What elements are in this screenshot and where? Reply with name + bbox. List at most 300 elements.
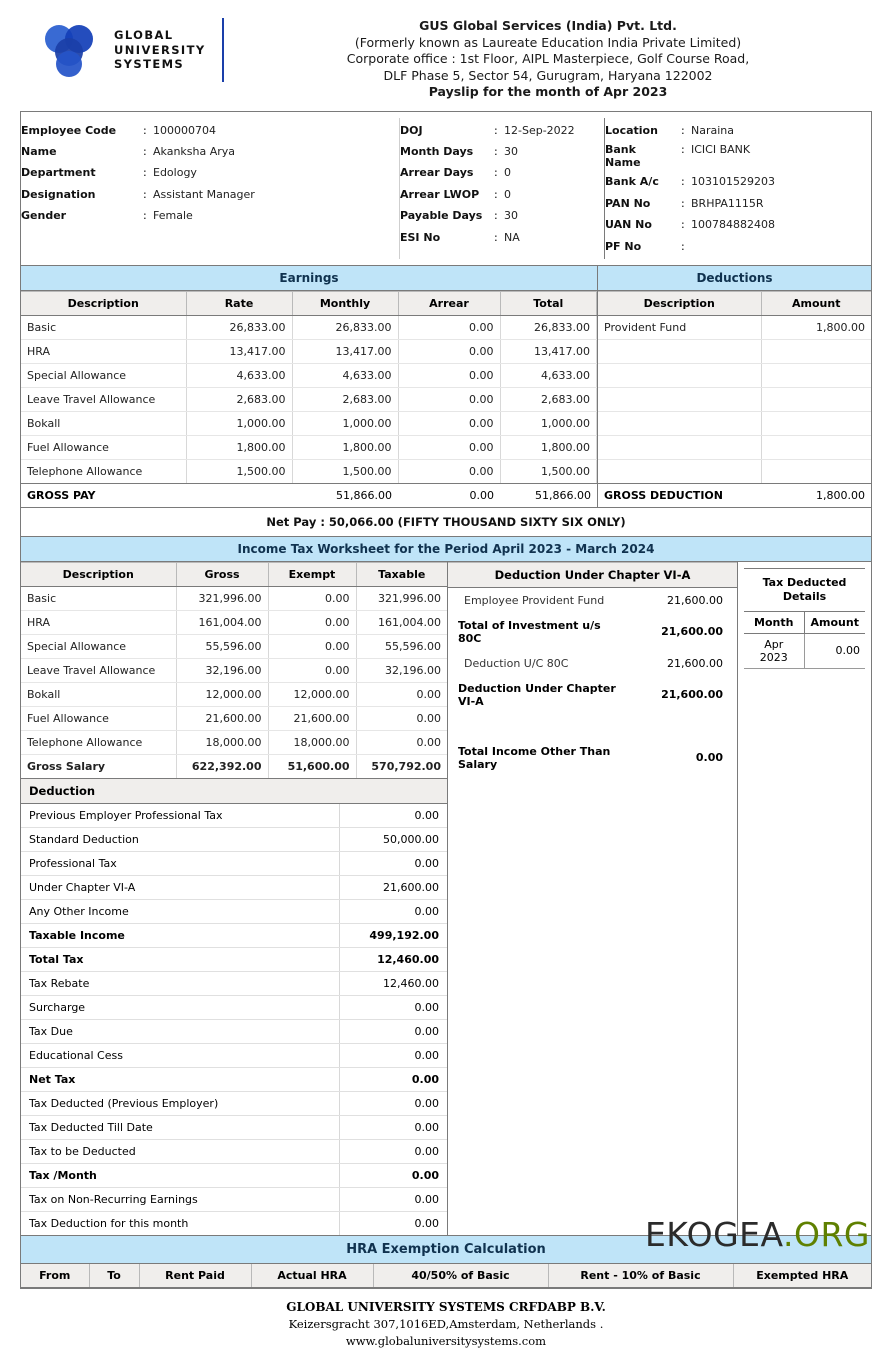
ded-label: Surcharge: [21, 995, 339, 1019]
itx-gross: 32,196.00: [176, 658, 268, 682]
watermark-tld: .ORG: [783, 1215, 870, 1254]
earnings-monthly: 1,500.00: [292, 459, 398, 483]
label-month-days: Month Days: [400, 144, 474, 158]
ekogea-watermark: [645, 1215, 870, 1254]
itx-desc: Special Allowance: [21, 634, 176, 658]
chap-value: 21,600.00: [661, 688, 723, 702]
hra-header-exempted-hra: Exempted HRA: [733, 1264, 871, 1288]
gross-deduction-amount: 1,800.00: [816, 488, 865, 502]
income-tax-header-exempt: Exempt: [268, 562, 356, 586]
label-designation: Designation: [21, 187, 96, 201]
table-row: [21, 586, 447, 610]
sep: :: [143, 144, 147, 158]
value-name: Akanksha Arya: [153, 144, 236, 158]
deductions-header-amount: Amount: [761, 291, 871, 315]
table-row: [21, 827, 447, 851]
ded-label: Tax Deducted Till Date: [21, 1115, 339, 1139]
ded-label: Tax on Non-Recurring Earnings: [21, 1187, 339, 1211]
itx-desc: HRA: [21, 610, 176, 634]
field-arrear-days: [400, 162, 604, 183]
sep: :: [143, 209, 147, 223]
ded-value: 50,000.00: [339, 827, 447, 851]
ded-label: Taxable Income: [21, 923, 339, 947]
gross-totals-row: [21, 483, 871, 508]
earnings-monthly: 2,683.00: [292, 387, 398, 411]
deductions-rows: [598, 315, 871, 483]
earnings-deductions-tables: [21, 291, 871, 483]
ded-label: Previous Employer Professional Tax: [21, 804, 339, 828]
brand-divider: [222, 18, 224, 82]
field-payable-days: [400, 205, 604, 226]
gross-salary-exempt: 51,600.00: [268, 754, 356, 778]
deduction-detail-table: [21, 804, 447, 1235]
field-designation: [21, 184, 399, 205]
ded-value: 0.00: [339, 1067, 447, 1091]
label-employee-code: Employee Code: [21, 123, 117, 137]
ded-label: Any Other Income: [21, 899, 339, 923]
table-row-empty: [598, 387, 871, 411]
employee-info-column-bank: [604, 118, 871, 259]
itx-gross: 21,600.00: [176, 706, 268, 730]
company-address-line-1: Corporate office : 1st Floor, AIPL Masterpiece, Golf Course Road,: [346, 51, 750, 66]
earnings-arrear: 0.00: [398, 363, 500, 387]
sep: :: [494, 230, 498, 244]
deductions-table: [598, 291, 871, 483]
tax-deducted-header-row: [744, 612, 865, 634]
value-department: Edology: [153, 166, 197, 180]
table-row: [21, 682, 447, 706]
sep: :: [494, 166, 498, 180]
table-row: [21, 851, 447, 875]
sep: :: [143, 123, 147, 137]
sep: :: [681, 239, 685, 253]
gross-pay-group: [21, 484, 598, 507]
table-row: [448, 651, 737, 676]
value-esi-no: NA: [504, 230, 520, 244]
footer-entity-name: GLOBAL UNIVERSITY SYSTEMS CRFDABP B.V.: [286, 1299, 606, 1314]
itx-taxable: 55,596.00: [356, 634, 447, 658]
table-row: [21, 1067, 447, 1091]
earnings-monthly: 4,633.00: [292, 363, 398, 387]
itx-taxable: 32,196.00: [356, 658, 447, 682]
earnings-rate: 2,683.00: [186, 387, 292, 411]
label-bank-account: Bank A/c: [605, 175, 659, 189]
income-tax-left-column: [21, 562, 448, 1235]
value-doj: 12-Sep-2022: [504, 123, 575, 137]
gross-pay-rate: [186, 484, 292, 507]
earnings-desc: Fuel Allowance: [21, 435, 186, 459]
earnings-total: 1,800.00: [500, 435, 597, 459]
gross-salary-label: Gross Salary: [21, 754, 176, 778]
ded-value: 0.00: [339, 851, 447, 875]
footer-address: Keizersgracht 307,1016ED,Amsterdam, Netherlands .: [288, 1317, 604, 1332]
field-arrear-lwop: [400, 184, 604, 205]
table-row: [21, 899, 447, 923]
ded-label: Professional Tax: [21, 851, 339, 875]
ded-value: 12,460.00: [339, 971, 447, 995]
brand-line-3: SYSTEMS: [114, 57, 185, 72]
brand-wordmark: [114, 28, 206, 72]
chap-value: 21,600.00: [661, 625, 723, 639]
payslip-frame: [20, 111, 872, 1289]
gus-circles-logo-icon: [38, 19, 100, 81]
gross-pay-arrear: 0.00: [469, 488, 494, 502]
tax-deducted-table-wrap: [738, 612, 871, 669]
ded-value: 0.00: [339, 1115, 447, 1139]
table-row: [21, 875, 447, 899]
itx-exempt: 12,000.00: [268, 682, 356, 706]
earnings-table-wrap: [21, 291, 598, 483]
earnings-desc: Bokall: [21, 411, 186, 435]
hra-header-rent-paid: Rent Paid: [139, 1264, 251, 1288]
table-row: [21, 1163, 447, 1187]
table-row: [21, 658, 447, 682]
income-tax-header-description: Description: [21, 562, 176, 586]
earnings-monthly: 13,417.00: [292, 339, 398, 363]
value-bank-name: ICICI BANK: [691, 142, 751, 156]
table-row: [448, 739, 737, 777]
label-uan-no: UAN No: [605, 218, 652, 232]
itx-taxable: 0.00: [356, 730, 447, 754]
table-row: [21, 706, 447, 730]
table-row-empty: [598, 459, 871, 483]
itx-gross: 55,596.00: [176, 634, 268, 658]
chap-label: Total of Investment u/s 80C: [458, 618, 601, 645]
table-row: [21, 730, 447, 754]
hra-header-row: [21, 1264, 871, 1288]
label-payable-days: Payable Days: [400, 209, 483, 223]
table-row: [21, 995, 447, 1019]
spacer-row: [448, 714, 737, 739]
chap-label: Employee Provident Fund: [464, 593, 605, 607]
sep: :: [681, 142, 685, 156]
ded-value: 0.00: [339, 995, 447, 1019]
field-location: [605, 120, 871, 141]
sep: :: [143, 166, 147, 180]
brand-line-1: GLOBAL: [114, 27, 174, 42]
value-arrear-days: 0: [504, 166, 511, 180]
table-row: [448, 588, 737, 613]
tax-deducted-month: Apr 2023: [744, 633, 804, 668]
brand-logo-block: [20, 18, 250, 82]
employee-info-column-attendance: [399, 118, 604, 259]
earnings-arrear: 0.00: [398, 387, 500, 411]
itx-taxable: 0.00: [356, 682, 447, 706]
sep: :: [681, 196, 685, 210]
value-arrear-lwop: 0: [504, 187, 511, 201]
company-heading: [250, 18, 872, 101]
chapter-via-title: Deduction Under Chapter VI-A: [448, 562, 737, 588]
earnings-total: 1,500.00: [500, 459, 597, 483]
itx-exempt: 0.00: [268, 586, 356, 610]
ded-label: Educational Cess: [21, 1043, 339, 1067]
sep: :: [494, 123, 498, 137]
table-row: [744, 633, 865, 668]
income-tax-worksheet-columns: [21, 562, 871, 1235]
itx-desc: Basic: [21, 586, 176, 610]
label-esi-no: ESI No: [400, 230, 441, 244]
earnings-arrear: 0.00: [398, 315, 500, 339]
sep: :: [494, 209, 498, 223]
ded-value: 0.00: [339, 1043, 447, 1067]
company-address-line-2: DLF Phase 5, Sector 54, Gurugram, Haryana 122002: [383, 67, 713, 83]
label-gender: Gender: [21, 209, 67, 223]
ded-value: 0.00: [339, 1019, 447, 1043]
document-header: [0, 0, 892, 105]
income-tax-header-gross: Gross: [176, 562, 268, 586]
itx-taxable: 0.00: [356, 706, 447, 730]
chap-label: Total Income Other Than Salary: [458, 744, 611, 771]
table-row: [448, 676, 737, 714]
table-row: [21, 411, 597, 435]
field-bank-account: [605, 171, 871, 192]
ded-value: 0.00: [339, 1211, 447, 1235]
table-row: [21, 363, 597, 387]
table-row: [21, 1115, 447, 1139]
chapter-via-table: [448, 588, 737, 777]
earnings-header-description: Description: [21, 291, 186, 315]
table-row: [21, 610, 447, 634]
table-row: [21, 1211, 447, 1235]
earnings-monthly: 26,833.00: [292, 315, 398, 339]
tax-deducted-amount: 0.00: [804, 633, 865, 668]
chapter-via-column: [448, 562, 738, 1235]
earnings-header-rate: Rate: [186, 291, 292, 315]
itx-desc: Bokall: [21, 682, 176, 706]
itx-exempt: 0.00: [268, 610, 356, 634]
hra-header-from: From: [21, 1264, 89, 1288]
ded-label: Tax Rebate: [21, 971, 339, 995]
earnings-desc: Telephone Allowance: [21, 459, 186, 483]
sep: :: [494, 144, 498, 158]
ded-value: 0.00: [339, 1139, 447, 1163]
ded-value: 0.00: [339, 1187, 447, 1211]
ded-label: Standard Deduction: [21, 827, 339, 851]
value-pan-no: BRHPA1115R: [691, 196, 764, 210]
table-row: [21, 1019, 447, 1043]
chap-label: Deduction Under Chapter VI-A: [458, 681, 616, 708]
ded-label: Tax /Month: [21, 1163, 339, 1187]
earnings-total: 26,833.00: [500, 315, 597, 339]
deductions-band: [598, 266, 871, 290]
sep: :: [681, 218, 685, 232]
table-row-empty: [598, 435, 871, 459]
ded-value: 0.00: [339, 804, 447, 828]
itx-exempt: 21,600.00: [268, 706, 356, 730]
ded-label: Tax to be Deducted: [21, 1139, 339, 1163]
ded-label: Total Tax: [21, 947, 339, 971]
label-department: Department: [21, 166, 96, 180]
hra-exemption-table: [21, 1264, 871, 1288]
label-location: Location: [605, 123, 658, 137]
field-esi-no: [400, 227, 604, 248]
ded-value: 12,460.00: [339, 947, 447, 971]
field-name: [21, 141, 399, 162]
table-row: [21, 1187, 447, 1211]
gross-salary-row: [21, 754, 447, 778]
gross-deduction-label: GROSS DEDUCTION: [604, 488, 723, 502]
table-row: [21, 804, 447, 828]
sep: :: [494, 187, 498, 201]
hra-header-actual-hra: Actual HRA: [251, 1264, 373, 1288]
earnings-rate: 4,633.00: [186, 363, 292, 387]
earnings-monthly: 1,800.00: [292, 435, 398, 459]
itx-desc: Leave Travel Allowance: [21, 658, 176, 682]
earnings-header-arrear: Arrear: [398, 291, 500, 315]
sep: :: [681, 175, 685, 189]
tax-deducted-column: [738, 562, 871, 1235]
table-row: [21, 387, 597, 411]
field-gender: [21, 205, 399, 226]
sep: :: [681, 123, 685, 137]
table-row: [21, 339, 597, 363]
net-pay-line: Net Pay : 50,066.00 (FIFTY THOUSAND SIXTY SIX ONLY): [21, 508, 871, 537]
ded-label: Tax Deduction for this month: [29, 1216, 189, 1230]
table-row: [21, 923, 447, 947]
watermark-name: EKOGEA: [644, 1215, 784, 1254]
hra-header-to: To: [89, 1264, 139, 1288]
chap-label: Deduction U/C 80C: [464, 656, 569, 670]
income-tax-rows: [21, 586, 447, 778]
table-row: [448, 613, 737, 651]
tax-deducted-header-month: Month: [744, 612, 804, 634]
earnings-monthly: 1,000.00: [292, 411, 398, 435]
earnings-arrear: 0.00: [398, 411, 500, 435]
employee-info-section: [21, 112, 871, 266]
itx-gross: 321,996.00: [176, 586, 268, 610]
table-row: [21, 947, 447, 971]
table-row: [21, 1139, 447, 1163]
earnings-desc: Special Allowance: [21, 363, 186, 387]
hra-exemption-band: HRA Exemption Calculation: [21, 1235, 871, 1264]
field-uan-no: [605, 214, 871, 235]
deduction-block-title: Deduction: [21, 778, 447, 804]
footer-website: www.globaluniversitysystems.com: [345, 1334, 547, 1349]
table-row-empty: [598, 363, 871, 387]
label-doj: DOJ: [400, 123, 423, 137]
earnings-rows: [21, 315, 597, 483]
ded-label: Tax Deducted (Previous Employer): [21, 1091, 339, 1115]
field-month-days: [400, 141, 604, 162]
table-row-empty: [598, 411, 871, 435]
gross-pay-total: 51,866.00: [535, 488, 591, 502]
earnings-band-title: Earnings: [21, 266, 597, 290]
field-doj: [400, 120, 604, 141]
label-bank-name: Bank Name: [605, 142, 641, 169]
deductions-header-description: Description: [598, 291, 761, 315]
ded-value: 0.00: [339, 899, 447, 923]
table-row: [21, 1043, 447, 1067]
value-bank-account: 103101529203: [691, 175, 775, 189]
value-designation: Assistant Manager: [153, 187, 255, 201]
deductions-header-row: [598, 291, 871, 315]
ded-label: Tax Due: [21, 1019, 339, 1043]
itx-desc: Telephone Allowance: [21, 730, 176, 754]
field-department: [21, 162, 399, 183]
earnings-rate: 26,833.00: [186, 315, 292, 339]
field-bank-name: [605, 141, 871, 171]
gross-pay-monthly: 51,866.00: [336, 488, 392, 502]
chap-value: 21,600.00: [667, 593, 723, 607]
deductions-band-title: Deductions: [598, 266, 871, 290]
tax-deducted-table: [744, 612, 865, 669]
table-row: [598, 315, 871, 339]
earnings-table: [21, 291, 597, 483]
ded-value: 0.00: [339, 1091, 447, 1115]
chap-value: 0.00: [695, 751, 723, 765]
table-row: [21, 971, 447, 995]
value-month-days: 30: [504, 144, 518, 158]
itx-exempt: 18,000.00: [268, 730, 356, 754]
itx-exempt: 0.00: [268, 634, 356, 658]
earnings-rate: 1,000.00: [186, 411, 292, 435]
itx-taxable: 321,996.00: [356, 586, 447, 610]
value-location: Naraina: [691, 123, 735, 137]
field-pf-no: [605, 236, 871, 257]
field-employee-code: [21, 120, 399, 141]
payslip-title: Payslip for the month of Apr 2023: [428, 84, 668, 99]
income-tax-worksheet-band: Income Tax Worksheet for the Period April 2023 - March 2024: [21, 537, 871, 562]
tax-deducted-header-amount: Amount: [804, 612, 865, 634]
label-pf-no: PF No: [605, 239, 642, 253]
earnings-arrear: 0.00: [398, 459, 500, 483]
earnings-rate: 13,417.00: [186, 339, 292, 363]
income-tax-header-row: [21, 562, 447, 586]
earnings-desc: Basic: [21, 315, 186, 339]
table-row: [21, 634, 447, 658]
earnings-header-row: [21, 291, 597, 315]
ded-value: 21,600.00: [339, 875, 447, 899]
field-pan-no: [605, 193, 871, 214]
deductions-amount: 1,800.00: [761, 315, 871, 339]
earnings-arrear: 0.00: [398, 339, 500, 363]
ded-label: Net Tax: [21, 1067, 339, 1091]
earnings-deductions-band: [21, 266, 871, 291]
employee-info-column-primary: [21, 118, 399, 259]
earnings-header-total: Total: [500, 291, 597, 315]
income-tax-header-taxable: Taxable: [356, 562, 447, 586]
table-row: [21, 459, 597, 483]
brand-line-2: UNIVERSITY: [114, 42, 206, 57]
earnings-rate: 1,500.00: [186, 459, 292, 483]
earnings-desc: HRA: [21, 339, 186, 363]
earnings-total: 13,417.00: [500, 339, 597, 363]
value-uan-no: 100784882408: [691, 218, 775, 232]
label-arrear-days: Arrear Days: [400, 166, 474, 180]
deductions-desc: Provident Fund: [598, 315, 761, 339]
ded-value: 499,192.00: [339, 923, 447, 947]
table-row-empty: [598, 339, 871, 363]
value-payable-days: 30: [504, 209, 518, 223]
itx-gross: 161,004.00: [176, 610, 268, 634]
label-name: Name: [21, 144, 57, 158]
earnings-band: [21, 266, 598, 290]
income-tax-table: [21, 562, 447, 778]
itx-exempt: 0.00: [268, 658, 356, 682]
company-former-name: (Formerly known as Laureate Education India Private Limited): [354, 34, 742, 50]
chap-value: 21,600.00: [667, 656, 723, 670]
ded-label: Under Chapter VI-A: [21, 875, 339, 899]
tax-deducted-title: Tax Deducted Details: [744, 568, 865, 612]
hra-header-percent-of-basic: 40/50% of Basic: [373, 1264, 548, 1288]
deductions-table-wrap: [598, 291, 871, 483]
earnings-total: 2,683.00: [500, 387, 597, 411]
value-employee-code: 100000704: [153, 123, 216, 137]
earnings-arrear: 0.00: [398, 435, 500, 459]
label-pan-no: PAN No: [605, 196, 651, 210]
document-footer: [0, 1299, 892, 1350]
table-row: [21, 1091, 447, 1115]
